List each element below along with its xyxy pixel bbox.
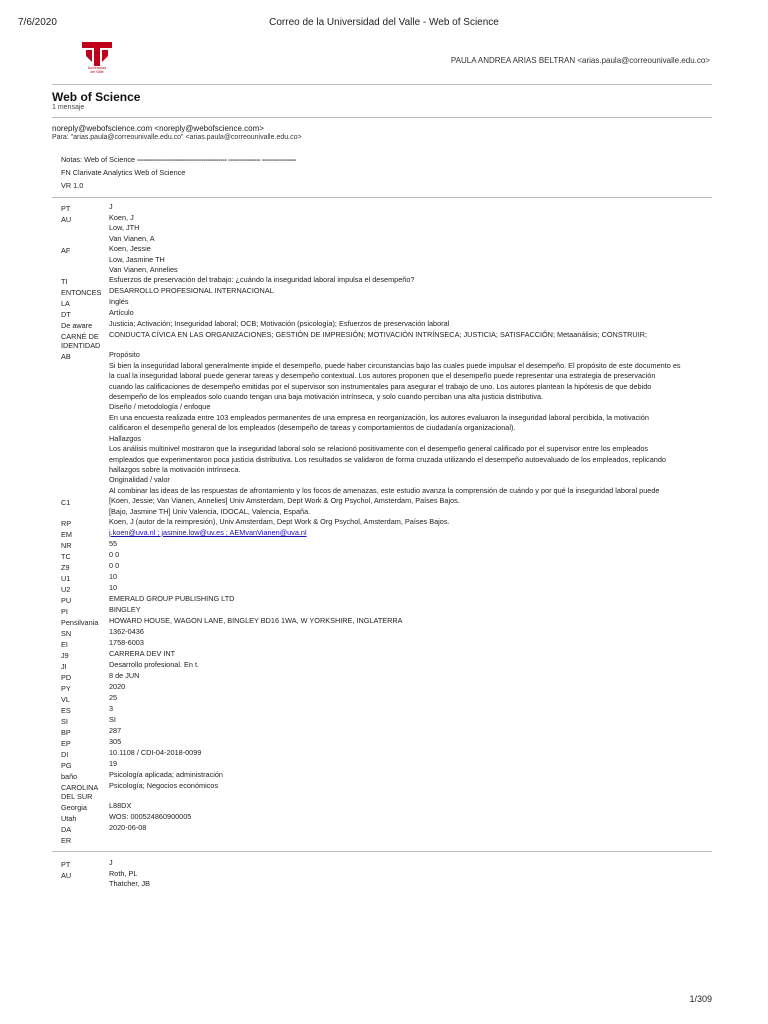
field-tag: EI [61,639,68,649]
field-values [109,748,713,759]
field-value: Koen, Jessie [109,244,151,254]
field-tag: TC [61,551,71,561]
field-row [61,737,713,748]
notes-dashes: ------------------------------------------ --------------- ---------------- [137,155,297,164]
divider [52,117,712,118]
record-list [61,202,713,890]
field-values [109,682,713,693]
field-value: J [109,202,113,211]
field-value: En una encuesta realizada entre 103 empleados permanentes de una empresa en reorganización, los autores evaluaron la inseguridad laboral percibida, la motivación [109,412,649,422]
field-value: 8 de JUN [109,670,140,680]
field-tag: RP [61,518,72,528]
field-values [109,594,713,605]
field-row [61,286,713,297]
email-from: noreply@webofscience.com <noreply@webofscience.com> [52,124,264,133]
field-tag: NR [61,540,72,550]
field-tag: PG [61,760,72,770]
field-value: cuando las calificaciones de desempeño emitidas por el supervisor son instrumentales para asegurar el trabajo de uno. Los autores plantean la hipótesis de que debido [109,381,652,391]
field-row [61,496,713,517]
field-value: 3 [109,703,114,713]
field-row [61,869,713,890]
field-value: BINGLEY [109,604,141,614]
field-tag: CAROLINA DEL SUR [61,782,98,801]
field-row [61,748,713,759]
field-values [109,660,713,671]
field-value: hallazgos sobre la motivación intrínseca. [109,464,241,474]
field-value: Hallazgos [109,433,142,443]
field-values [109,781,713,801]
field-tag: EP [61,738,71,748]
field-value: 1758-6003 [109,637,144,647]
field-row [61,660,713,671]
field-value: 10 [109,582,118,592]
field-row [61,297,713,308]
field-row [61,244,713,275]
university-logo-icon [80,42,114,80]
field-tag: AU [61,215,72,224]
field-tag: PD [61,672,72,682]
field-value: la cual la inseguridad laboral puede generar tareas y desempeño contextual. Los autores proponen que el desempeño puede representar una estrategia de preservación [109,371,656,381]
field-values [109,319,713,330]
email-link[interactable]: j.koen@uva.nl ; jasmine.low@uv.es ; AEMvanVianen@uva.nl [109,527,307,537]
field-row [61,583,713,594]
field-row [61,561,713,572]
field-row [61,528,713,539]
field-values [109,726,713,737]
field-values [109,737,713,748]
field-row [61,550,713,561]
field-value: WOS: 000524860900005 [109,811,192,821]
record-divider [52,851,712,852]
field-row [61,823,713,834]
field-values [109,801,713,812]
field-value: Propósito [109,350,140,360]
field-row [61,616,713,627]
field-value: Al combinar las ideas de las respuestas de afrontamiento y los focos de amenazas, este estudio avanza la comprensión de cuándo y por qué la inseguridad laboral puede [109,485,660,495]
field-values [109,517,713,528]
field-tag: PT [61,859,71,869]
field-row [61,539,713,550]
field-value: 19 [109,758,118,768]
divider [52,84,712,85]
field-tag: baño [61,771,78,781]
field-value: DESARROLLO PROFESIONAL INTERNACIONAL [109,286,274,296]
field-row [61,202,713,213]
field-row [61,704,713,715]
field-value [109,834,713,844]
field-value: 55 [109,538,118,548]
field-tag: PY [61,683,71,693]
field-values [109,812,713,823]
field-values [109,308,713,319]
field-tag: VL [61,694,70,704]
page-number: 1/309 [689,994,712,1004]
field-values [109,275,713,286]
field-values [109,823,713,834]
field-value: Roth, PL [109,868,138,878]
field-value: Los análisis multinivel mostraron que la inseguridad laboral solo se relacionó positivamente con el desempeño general calificado por el supervisor entre los empleados [109,444,649,454]
field-tag: J9 [61,650,69,660]
field-value: 10 [109,571,118,581]
field-tag: Pensilvania [61,617,99,627]
field-tag: AU [61,870,72,880]
field-values [109,649,713,660]
divider [52,197,712,198]
field-tag: AB [61,352,71,362]
field-values [109,496,713,517]
field-value: desempeño de los empleados solo cuando tengan una baja motivación intrínseca, y solo cuando perciban una alta justicia distributiva. [109,392,544,402]
field-values [109,693,713,704]
field-tag: U1 [61,573,71,583]
field-value: Psicología; Negocios económicos [109,780,219,790]
field-value: 287 [109,725,122,735]
field-values [109,350,713,496]
notes-block [61,153,296,192]
field-row [61,572,713,583]
field-row [61,781,713,801]
field-value: 10.1108 / CDI-04-2018-0099 [109,747,202,757]
field-tag: U2 [61,584,71,594]
field-value: 2020 [109,681,126,691]
field-values [109,616,713,627]
field-values [109,213,713,244]
field-value: Thatcher, JB [109,879,150,889]
field-values [109,605,713,616]
field-values [109,202,713,213]
field-value: Low, Jasmine TH [109,254,165,264]
email-subject: Web of Science [52,90,141,104]
user-account-line: PAULA ANDREA ARIAS BELTRAN <arias.paula@correounivalle.edu.co> [450,56,710,65]
field-values [109,834,713,845]
notes-line: FN Clarivate Analytics Web of Science [61,168,186,177]
field-value: empleados que experimentaron poca justicia distributiva. Los resultados se validaron de forma cruzada utilizando el desempeño autoevaluado de los empleados, replicando [109,454,666,464]
field-tag: DI [61,749,69,759]
field-row [61,517,713,528]
field-tag: SI [61,716,68,726]
field-value: CARRERA DEV INT [109,648,176,658]
field-tag: TI [61,277,68,287]
notes-line: VR 1.0 [61,181,84,190]
field-value: EMERALD GROUP PUBLISHING LTD [109,593,235,603]
field-values [109,583,713,594]
field-values [109,715,713,726]
field-row [61,834,713,845]
field-values [109,770,713,781]
field-tag: SN [61,628,72,638]
notes-label: Notas: Web of Science [61,155,136,164]
field-value: Desarrollo profesional. En t. [109,659,200,669]
field-row [61,319,713,330]
field-values [109,858,713,869]
field-value: calificaron el desempeño general de los empleados (desempeño de tareas y comportamientos de ciudadanía organizacional). [109,423,516,433]
field-tag: De aware [61,321,93,331]
field-row [61,638,713,649]
field-row [61,726,713,737]
field-value: Diseño / metodología / enfoque [109,402,211,412]
field-tag: PT [61,204,71,213]
field-tag: EM [61,529,72,539]
field-tag: ES [61,705,71,715]
field-tag: ER [61,835,72,845]
field-row [61,605,713,616]
field-values [109,286,713,297]
field-value: 25 [109,692,118,702]
field-row [61,594,713,605]
field-tag: C1 [61,498,71,508]
field-value: Esfuerzos de preservación del trabajo: ¿cuándo la inseguridad laboral impulsa el desempeño? [109,275,415,285]
field-values [109,539,713,550]
field-tag: Z9 [61,562,70,572]
field-value: [Koen, Jessie; Van Vianen, Annelies] Univ Amsterdam, Dept Work & Org Psychol, Amsterdam, Países Bajos. [109,496,460,506]
field-values [109,627,713,638]
logo-text: Universidad del Valle [87,66,107,74]
field-value: Originalidad / valor [109,475,170,485]
field-value: Koen, J (autor de la reimpresión), Univ Amsterdam, Dept Work & Org Psychol, Amsterdam, Países Bajos. [109,516,450,526]
field-values [109,759,713,770]
field-values [109,528,713,539]
field-value: HOWARD HOUSE, WAGON LANE, BINGLEY BD16 1WA, W YORKSHIRE, INGLATERRA [109,615,403,625]
field-value: Inglés [109,297,129,307]
field-values [109,638,713,649]
field-value: Psicología aplicada; administración [109,769,223,779]
field-row [61,801,713,812]
field-row [61,275,713,286]
field-value: L88DX [109,800,132,810]
field-row [61,330,713,350]
field-row [61,649,713,660]
field-tag: Georgia [61,802,87,812]
field-values [109,572,713,583]
field-value: 0 0 [109,549,120,559]
field-row [61,627,713,638]
field-tag: Utah [61,813,77,823]
field-tag: CARNÉ DE IDENTIDAD [61,332,101,351]
print-title: Correo de la Universidad del Valle - Web of Science [269,17,499,28]
field-value: SI [109,714,116,724]
field-row [61,682,713,693]
field-value: Low, JTH [109,223,140,233]
field-values [109,671,713,682]
field-value: 305 [109,736,122,746]
field-value: 0 0 [109,560,120,570]
field-value: Si bien la inseguridad laboral generalmente impide el desempeño, puede haber circunstancias bajo las cuales puede impulsar el desempeño. El propósito de este documento es [109,360,681,370]
field-row [61,759,713,770]
field-row [61,693,713,704]
field-value: CONDUCTA CÍVICA EN LAS ORGANIZACIONES; GESTIÓN DE IMPRESIÓN; MOTIVACIÓN INTRÍNSECA; JUSTICIA; SATISFACCIÓN; Metaanálisis; CONSTRUIR; [109,330,648,340]
field-value: J [109,857,113,867]
field-value: [Bajo, Jasmine TH] Univ Valencia, IDOCAL, Valencia, España. [109,506,311,516]
field-value: Van Vianen, A [109,233,155,243]
field-value: 2020-06-08 [109,822,147,832]
field-row [61,308,713,319]
field-tag: PI [61,606,68,616]
field-row [61,350,713,496]
field-values [109,244,713,275]
field-tag: JI [61,661,67,671]
field-value: Justicia; Activación; Inseguridad laboral; OCB; Motivación (psicología); Esfuerzos de preservación laboral [109,319,450,329]
field-row [61,770,713,781]
field-tag: BP [61,727,71,737]
field-values [109,561,713,572]
field-value: Koen, J [109,213,134,222]
print-date: 7/6/2020 [18,17,57,28]
field-values [109,869,713,890]
field-values [109,704,713,715]
message-count: 1 mensaje [52,104,85,111]
field-tag: PU [61,595,72,605]
field-values [109,550,713,561]
field-row [61,858,713,869]
field-value: Artículo [109,308,134,318]
field-tag: ENTONCES [61,288,102,298]
field-tag: DT [61,310,71,320]
field-row [61,671,713,682]
field-tag: DA [61,824,72,834]
email-to: Para: "arias.paula@correounivalle.edu.co" <arias.paula@correounivalle.edu.co> [52,134,302,141]
field-tag: AF [61,246,71,256]
field-value: Van Vianen, Annelies [109,265,178,275]
field-row [61,715,713,726]
field-values [109,330,713,350]
field-values [109,297,713,308]
field-tag: LA [61,299,70,309]
field-row [61,213,713,244]
field-row [61,812,713,823]
field-value: 1362-0436 [109,626,144,636]
